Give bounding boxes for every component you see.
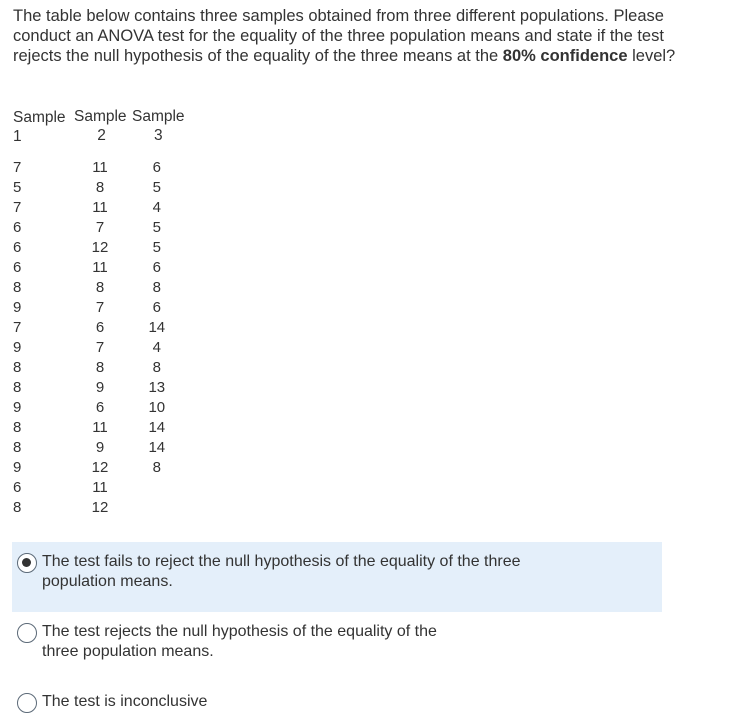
header-number: 3 bbox=[153, 127, 163, 144]
table-row bbox=[10, 458, 185, 478]
table-row bbox=[10, 258, 185, 278]
sample-3-value: 14 bbox=[148, 319, 166, 336]
radio-unselected-icon[interactable] bbox=[17, 623, 37, 643]
sample-3-value: 5 bbox=[152, 219, 161, 236]
radio-dot-icon bbox=[22, 558, 31, 567]
table-header-row bbox=[10, 108, 185, 146]
table-row bbox=[10, 198, 185, 218]
sample-2-value: 12 bbox=[91, 499, 109, 516]
option-inconclusive[interactable] bbox=[12, 692, 662, 716]
confidence-level: 80% confidence bbox=[502, 47, 628, 65]
option-line: population means. bbox=[42, 573, 173, 590]
sample-2-value: 12 bbox=[91, 459, 109, 476]
radio-selected-icon[interactable] bbox=[17, 553, 37, 573]
table-row bbox=[10, 378, 185, 398]
option-line: The test rejects the null hypothesis of the equality of the bbox=[42, 623, 437, 640]
sample-1-value: 8 bbox=[13, 359, 22, 376]
sample-1-value: 7 bbox=[13, 199, 22, 216]
sample-2-value: 8 bbox=[95, 279, 105, 296]
sample-3-value: 4 bbox=[152, 199, 161, 216]
sample-3-value: 13 bbox=[148, 379, 166, 396]
table-row bbox=[10, 358, 185, 378]
sample-1-value: 7 bbox=[13, 159, 22, 176]
question-text bbox=[13, 6, 713, 66]
sample-1-value: 7 bbox=[13, 319, 22, 336]
table-row bbox=[10, 418, 185, 438]
table-row bbox=[10, 298, 185, 318]
sample-1-value: 6 bbox=[13, 479, 22, 496]
sample-1-value: 9 bbox=[13, 399, 22, 416]
sample-1-value: 6 bbox=[13, 259, 22, 276]
sample-1-value: 8 bbox=[13, 419, 22, 436]
radio-unselected-icon[interactable] bbox=[17, 693, 37, 713]
sample-3-value: 5 bbox=[152, 239, 161, 256]
option-rejects[interactable] bbox=[12, 622, 662, 666]
header-label: Sample bbox=[74, 108, 127, 125]
sample-2-value: 11 bbox=[92, 479, 108, 496]
sample-3-value: 14 bbox=[148, 419, 166, 436]
option-line: The test is inconclusive bbox=[42, 693, 208, 710]
sample-2-value: 11 bbox=[92, 419, 108, 436]
table-row bbox=[10, 338, 185, 358]
sample-1-value: 6 bbox=[13, 239, 22, 256]
sample-1-value: 8 bbox=[13, 439, 22, 456]
sample-3-value: 6 bbox=[152, 259, 161, 276]
table-row bbox=[10, 218, 185, 238]
table-row bbox=[10, 146, 185, 178]
header-sample-1 bbox=[10, 108, 71, 146]
sample-2-value: 9 bbox=[95, 379, 105, 396]
header-number: 2 bbox=[97, 127, 106, 144]
sample-1-value: 8 bbox=[13, 499, 22, 516]
table-row bbox=[10, 498, 185, 518]
sample-3-value: 5 bbox=[152, 179, 161, 196]
sample-3-value: 6 bbox=[152, 159, 161, 176]
sample-2-value: 7 bbox=[95, 339, 105, 356]
sample-1-value: 8 bbox=[13, 379, 22, 396]
sample-3-value: 6 bbox=[152, 299, 161, 316]
table-row bbox=[10, 278, 185, 298]
sample-2-value: 11 bbox=[92, 259, 108, 276]
table-row bbox=[10, 398, 185, 418]
question-part1: The table below contains three samples obtained from three different populations. Please conduct an ANOVA test for the equality of the three population means and state if the test rejects the null hypothesis of the equality of the three means at the bbox=[13, 7, 664, 65]
table-row bbox=[10, 318, 185, 338]
table-row bbox=[10, 438, 185, 458]
option-fails-to-reject[interactable] bbox=[12, 542, 662, 612]
header-label: Sample bbox=[132, 108, 185, 125]
sample-3-value: 8 bbox=[152, 279, 161, 296]
table-row bbox=[10, 478, 185, 498]
sample-1-value: 9 bbox=[13, 299, 22, 316]
sample-2-value: 11 bbox=[92, 159, 108, 176]
sample-3-value: 8 bbox=[152, 459, 161, 476]
sample-1-value: 5 bbox=[13, 179, 22, 196]
sample-1-value: 9 bbox=[13, 459, 22, 476]
sample-2-value: 6 bbox=[95, 319, 105, 336]
sample-2-value: 11 bbox=[92, 199, 108, 216]
option-line: The test fails to reject the null hypothesis of the equality of the three bbox=[42, 553, 521, 570]
sample-3-value: 8 bbox=[152, 359, 161, 376]
sample-3-value: 10 bbox=[148, 399, 166, 416]
sample-2-value: 8 bbox=[95, 359, 105, 376]
header-sample-3 bbox=[129, 107, 185, 145]
sample-2-value: 12 bbox=[91, 239, 109, 256]
table-row bbox=[10, 238, 185, 258]
sample-1-value: 9 bbox=[13, 339, 22, 356]
sample-2-value: 8 bbox=[95, 179, 105, 196]
sample-2-value: 7 bbox=[95, 299, 105, 316]
sample-2-value: 6 bbox=[95, 399, 105, 416]
samples-table bbox=[10, 108, 185, 518]
sample-3-value: 4 bbox=[152, 339, 161, 356]
sample-1-value: 8 bbox=[13, 279, 22, 296]
sample-1-value: 6 bbox=[13, 219, 22, 236]
option-line: three population means. bbox=[42, 643, 214, 660]
table-row bbox=[10, 178, 185, 198]
question-part2: level? bbox=[627, 47, 676, 65]
header-number: 1 bbox=[13, 128, 22, 145]
header-label: Sample bbox=[13, 109, 66, 126]
sample-3-value: 14 bbox=[148, 439, 166, 456]
sample-3-value bbox=[129, 498, 185, 518]
sample-2-value: 7 bbox=[95, 219, 105, 236]
header-sample-2 bbox=[71, 107, 129, 145]
sample-2-value: 9 bbox=[95, 439, 105, 456]
sample-3-value bbox=[129, 478, 185, 498]
